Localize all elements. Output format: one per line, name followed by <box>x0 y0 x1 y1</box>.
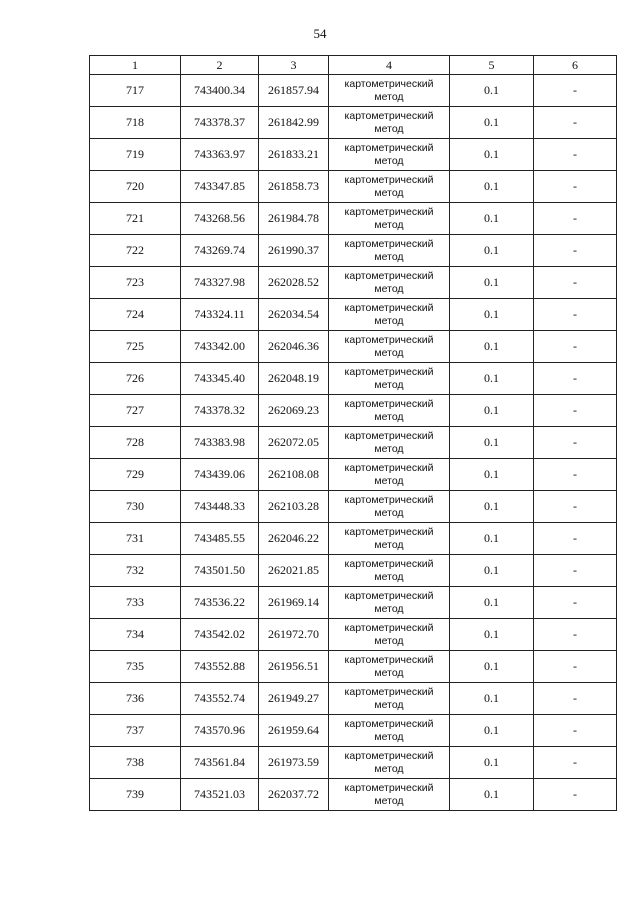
table-header-row <box>90 56 617 75</box>
accuracy-cell: 0.1 <box>450 171 534 203</box>
method-line-1: картометрический <box>344 301 434 314</box>
accuracy-cell: 0.1 <box>450 491 534 523</box>
method-line-2: метод <box>374 346 404 359</box>
table-row <box>90 235 617 267</box>
note-cell: - <box>534 747 617 779</box>
point-number-cell: 735 <box>90 651 181 683</box>
point-number-cell: 723 <box>90 267 181 299</box>
point-number-cell: 730 <box>90 491 181 523</box>
note-cell: - <box>534 491 617 523</box>
note-cell: - <box>534 299 617 331</box>
table-row <box>90 363 617 395</box>
method-cell <box>329 587 450 619</box>
y-coordinate-cell: 261984.78 <box>259 203 329 235</box>
method-cell <box>329 715 450 747</box>
y-coordinate-cell: 262103.28 <box>259 491 329 523</box>
table-row <box>90 299 617 331</box>
point-number-cell: 736 <box>90 683 181 715</box>
y-coordinate-cell: 262046.22 <box>259 523 329 555</box>
method-line-1: картометрический <box>344 397 434 410</box>
method-line-2: метод <box>374 90 404 103</box>
table-row <box>90 747 617 779</box>
accuracy-cell: 0.1 <box>450 651 534 683</box>
accuracy-cell: 0.1 <box>450 523 534 555</box>
table-row <box>90 555 617 587</box>
method-line-1: картометрический <box>344 749 434 762</box>
point-number-cell: 724 <box>90 299 181 331</box>
method-line-2: метод <box>374 666 404 679</box>
accuracy-cell: 0.1 <box>450 555 534 587</box>
note-cell: - <box>534 203 617 235</box>
method-line-2: метод <box>374 282 404 295</box>
y-coordinate-cell: 261973.59 <box>259 747 329 779</box>
x-coordinate-cell: 743268.56 <box>181 203 259 235</box>
method-cell <box>329 427 450 459</box>
point-number-cell: 733 <box>90 587 181 619</box>
y-coordinate-cell: 262034.54 <box>259 299 329 331</box>
method-line-2: метод <box>374 186 404 199</box>
method-line-1: картометрический <box>344 109 434 122</box>
accuracy-cell: 0.1 <box>450 75 534 107</box>
y-coordinate-cell: 261833.21 <box>259 139 329 171</box>
table-row <box>90 651 617 683</box>
column-header: 5 <box>450 56 534 75</box>
column-header: 3 <box>259 56 329 75</box>
accuracy-cell: 0.1 <box>450 427 534 459</box>
method-line-1: картометрический <box>344 141 434 154</box>
method-line-2: метод <box>374 250 404 263</box>
note-cell: - <box>534 75 617 107</box>
y-coordinate-cell: 262048.19 <box>259 363 329 395</box>
point-number-cell: 727 <box>90 395 181 427</box>
column-header: 2 <box>181 56 259 75</box>
point-number-cell: 720 <box>90 171 181 203</box>
table-row <box>90 523 617 555</box>
point-number-cell: 718 <box>90 107 181 139</box>
accuracy-cell: 0.1 <box>450 779 534 811</box>
method-line-2: метод <box>374 474 404 487</box>
note-cell: - <box>534 171 617 203</box>
note-cell: - <box>534 363 617 395</box>
point-number-cell: 734 <box>90 619 181 651</box>
x-coordinate-cell: 743363.97 <box>181 139 259 171</box>
y-coordinate-cell: 262046.36 <box>259 331 329 363</box>
method-cell <box>329 75 450 107</box>
note-cell: - <box>534 683 617 715</box>
accuracy-cell: 0.1 <box>450 459 534 491</box>
method-line-2: метод <box>374 794 404 807</box>
note-cell: - <box>534 619 617 651</box>
column-header: 4 <box>329 56 450 75</box>
method-line-1: картометрический <box>344 653 434 666</box>
method-cell <box>329 555 450 587</box>
table-row <box>90 203 617 235</box>
x-coordinate-cell: 743552.74 <box>181 683 259 715</box>
x-coordinate-cell: 743347.85 <box>181 171 259 203</box>
note-cell: - <box>534 587 617 619</box>
point-number-cell: 739 <box>90 779 181 811</box>
x-coordinate-cell: 743269.74 <box>181 235 259 267</box>
y-coordinate-cell: 261972.70 <box>259 619 329 651</box>
method-line-2: метод <box>374 410 404 423</box>
method-line-2: метод <box>374 698 404 711</box>
method-line-2: метод <box>374 570 404 583</box>
note-cell: - <box>534 331 617 363</box>
method-cell <box>329 651 450 683</box>
accuracy-cell: 0.1 <box>450 715 534 747</box>
note-cell: - <box>534 779 617 811</box>
method-line-1: картометрический <box>344 333 434 346</box>
method-cell <box>329 395 450 427</box>
note-cell: - <box>534 651 617 683</box>
table-row <box>90 171 617 203</box>
x-coordinate-cell: 743552.88 <box>181 651 259 683</box>
table-row <box>90 75 617 107</box>
method-line-2: метод <box>374 602 404 615</box>
method-line-2: метод <box>374 378 404 391</box>
method-line-1: картометрический <box>344 493 434 506</box>
method-line-2: метод <box>374 122 404 135</box>
note-cell: - <box>534 139 617 171</box>
method-cell <box>329 523 450 555</box>
table-row <box>90 683 617 715</box>
method-cell <box>329 459 450 491</box>
method-cell <box>329 363 450 395</box>
method-line-1: картометрический <box>344 429 434 442</box>
x-coordinate-cell: 743561.84 <box>181 747 259 779</box>
x-coordinate-cell: 743521.03 <box>181 779 259 811</box>
method-cell <box>329 171 450 203</box>
method-line-2: метод <box>374 218 404 231</box>
x-coordinate-cell: 743378.37 <box>181 107 259 139</box>
point-number-cell: 732 <box>90 555 181 587</box>
method-line-1: картометрический <box>344 269 434 282</box>
y-coordinate-cell: 261959.64 <box>259 715 329 747</box>
method-line-2: метод <box>374 154 404 167</box>
page-number: 54 <box>313 26 327 41</box>
x-coordinate-cell: 743542.02 <box>181 619 259 651</box>
method-line-1: картометрический <box>344 557 434 570</box>
method-line-2: метод <box>374 538 404 551</box>
table-row <box>90 715 617 747</box>
method-line-1: картометрический <box>344 781 434 794</box>
accuracy-cell: 0.1 <box>450 107 534 139</box>
point-number-cell: 737 <box>90 715 181 747</box>
table-row <box>90 427 617 459</box>
x-coordinate-cell: 743448.33 <box>181 491 259 523</box>
accuracy-cell: 0.1 <box>450 395 534 427</box>
method-line-2: метод <box>374 634 404 647</box>
note-cell: - <box>534 555 617 587</box>
table-row <box>90 331 617 363</box>
table-row <box>90 107 617 139</box>
point-number-cell: 725 <box>90 331 181 363</box>
table-row <box>90 491 617 523</box>
point-number-cell: 729 <box>90 459 181 491</box>
accuracy-cell: 0.1 <box>450 203 534 235</box>
point-number-cell: 731 <box>90 523 181 555</box>
method-line-1: картометрический <box>344 173 434 186</box>
method-cell <box>329 299 450 331</box>
method-line-1: картометрический <box>344 461 434 474</box>
method-line-2: метод <box>374 506 404 519</box>
accuracy-cell: 0.1 <box>450 235 534 267</box>
accuracy-cell: 0.1 <box>450 363 534 395</box>
x-coordinate-cell: 743378.32 <box>181 395 259 427</box>
point-number-cell: 719 <box>90 139 181 171</box>
note-cell: - <box>534 715 617 747</box>
x-coordinate-cell: 743342.00 <box>181 331 259 363</box>
coordinates-table <box>89 55 617 811</box>
x-coordinate-cell: 743536.22 <box>181 587 259 619</box>
column-header: 1 <box>90 56 181 75</box>
point-number-cell: 728 <box>90 427 181 459</box>
accuracy-cell: 0.1 <box>450 331 534 363</box>
method-cell <box>329 779 450 811</box>
accuracy-cell: 0.1 <box>450 587 534 619</box>
method-line-2: метод <box>374 314 404 327</box>
y-coordinate-cell: 261842.99 <box>259 107 329 139</box>
x-coordinate-cell: 743400.34 <box>181 75 259 107</box>
table-row <box>90 267 617 299</box>
y-coordinate-cell: 261990.37 <box>259 235 329 267</box>
point-number-cell: 721 <box>90 203 181 235</box>
method-cell <box>329 235 450 267</box>
method-cell <box>329 683 450 715</box>
note-cell: - <box>534 395 617 427</box>
y-coordinate-cell: 261858.73 <box>259 171 329 203</box>
note-cell: - <box>534 427 617 459</box>
y-coordinate-cell: 261956.51 <box>259 651 329 683</box>
table-row <box>90 395 617 427</box>
note-cell: - <box>534 523 617 555</box>
method-cell <box>329 331 450 363</box>
y-coordinate-cell: 262069.23 <box>259 395 329 427</box>
point-number-cell: 726 <box>90 363 181 395</box>
method-line-1: картометрический <box>344 205 434 218</box>
point-number-cell: 722 <box>90 235 181 267</box>
y-coordinate-cell: 262108.08 <box>259 459 329 491</box>
x-coordinate-cell: 743383.98 <box>181 427 259 459</box>
x-coordinate-cell: 743570.96 <box>181 715 259 747</box>
method-cell <box>329 619 450 651</box>
y-coordinate-cell: 261857.94 <box>259 75 329 107</box>
method-line-1: картометрический <box>344 525 434 538</box>
x-coordinate-cell: 743485.55 <box>181 523 259 555</box>
table-row <box>90 139 617 171</box>
method-line-1: картометрический <box>344 621 434 634</box>
method-cell <box>329 491 450 523</box>
method-line-2: метод <box>374 442 404 455</box>
method-cell <box>329 107 450 139</box>
accuracy-cell: 0.1 <box>450 619 534 651</box>
method-cell <box>329 203 450 235</box>
table-row <box>90 619 617 651</box>
y-coordinate-cell: 261969.14 <box>259 587 329 619</box>
point-number-cell: 738 <box>90 747 181 779</box>
method-line-1: картометрический <box>344 365 434 378</box>
x-coordinate-cell: 743501.50 <box>181 555 259 587</box>
accuracy-cell: 0.1 <box>450 299 534 331</box>
x-coordinate-cell: 743324.11 <box>181 299 259 331</box>
table-row <box>90 459 617 491</box>
method-line-1: картометрический <box>344 685 434 698</box>
y-coordinate-cell: 262072.05 <box>259 427 329 459</box>
method-line-1: картометрический <box>344 717 434 730</box>
method-cell <box>329 139 450 171</box>
method-line-1: картометрический <box>344 237 434 250</box>
method-cell <box>329 267 450 299</box>
note-cell: - <box>534 107 617 139</box>
y-coordinate-cell: 262021.85 <box>259 555 329 587</box>
accuracy-cell: 0.1 <box>450 139 534 171</box>
x-coordinate-cell: 743345.40 <box>181 363 259 395</box>
note-cell: - <box>534 235 617 267</box>
y-coordinate-cell: 262037.72 <box>259 779 329 811</box>
y-coordinate-cell: 262028.52 <box>259 267 329 299</box>
method-line-1: картометрический <box>344 589 434 602</box>
table-row <box>90 587 617 619</box>
y-coordinate-cell: 261949.27 <box>259 683 329 715</box>
x-coordinate-cell: 743327.98 <box>181 267 259 299</box>
x-coordinate-cell: 743439.06 <box>181 459 259 491</box>
table-row <box>90 779 617 811</box>
note-cell: - <box>534 267 617 299</box>
method-line-2: метод <box>374 730 404 743</box>
note-cell: - <box>534 459 617 491</box>
method-cell <box>329 747 450 779</box>
accuracy-cell: 0.1 <box>450 747 534 779</box>
column-header: 6 <box>534 56 617 75</box>
method-line-1: картометрический <box>344 77 434 90</box>
accuracy-cell: 0.1 <box>450 683 534 715</box>
point-number-cell: 717 <box>90 75 181 107</box>
accuracy-cell: 0.1 <box>450 267 534 299</box>
method-line-2: метод <box>374 762 404 775</box>
